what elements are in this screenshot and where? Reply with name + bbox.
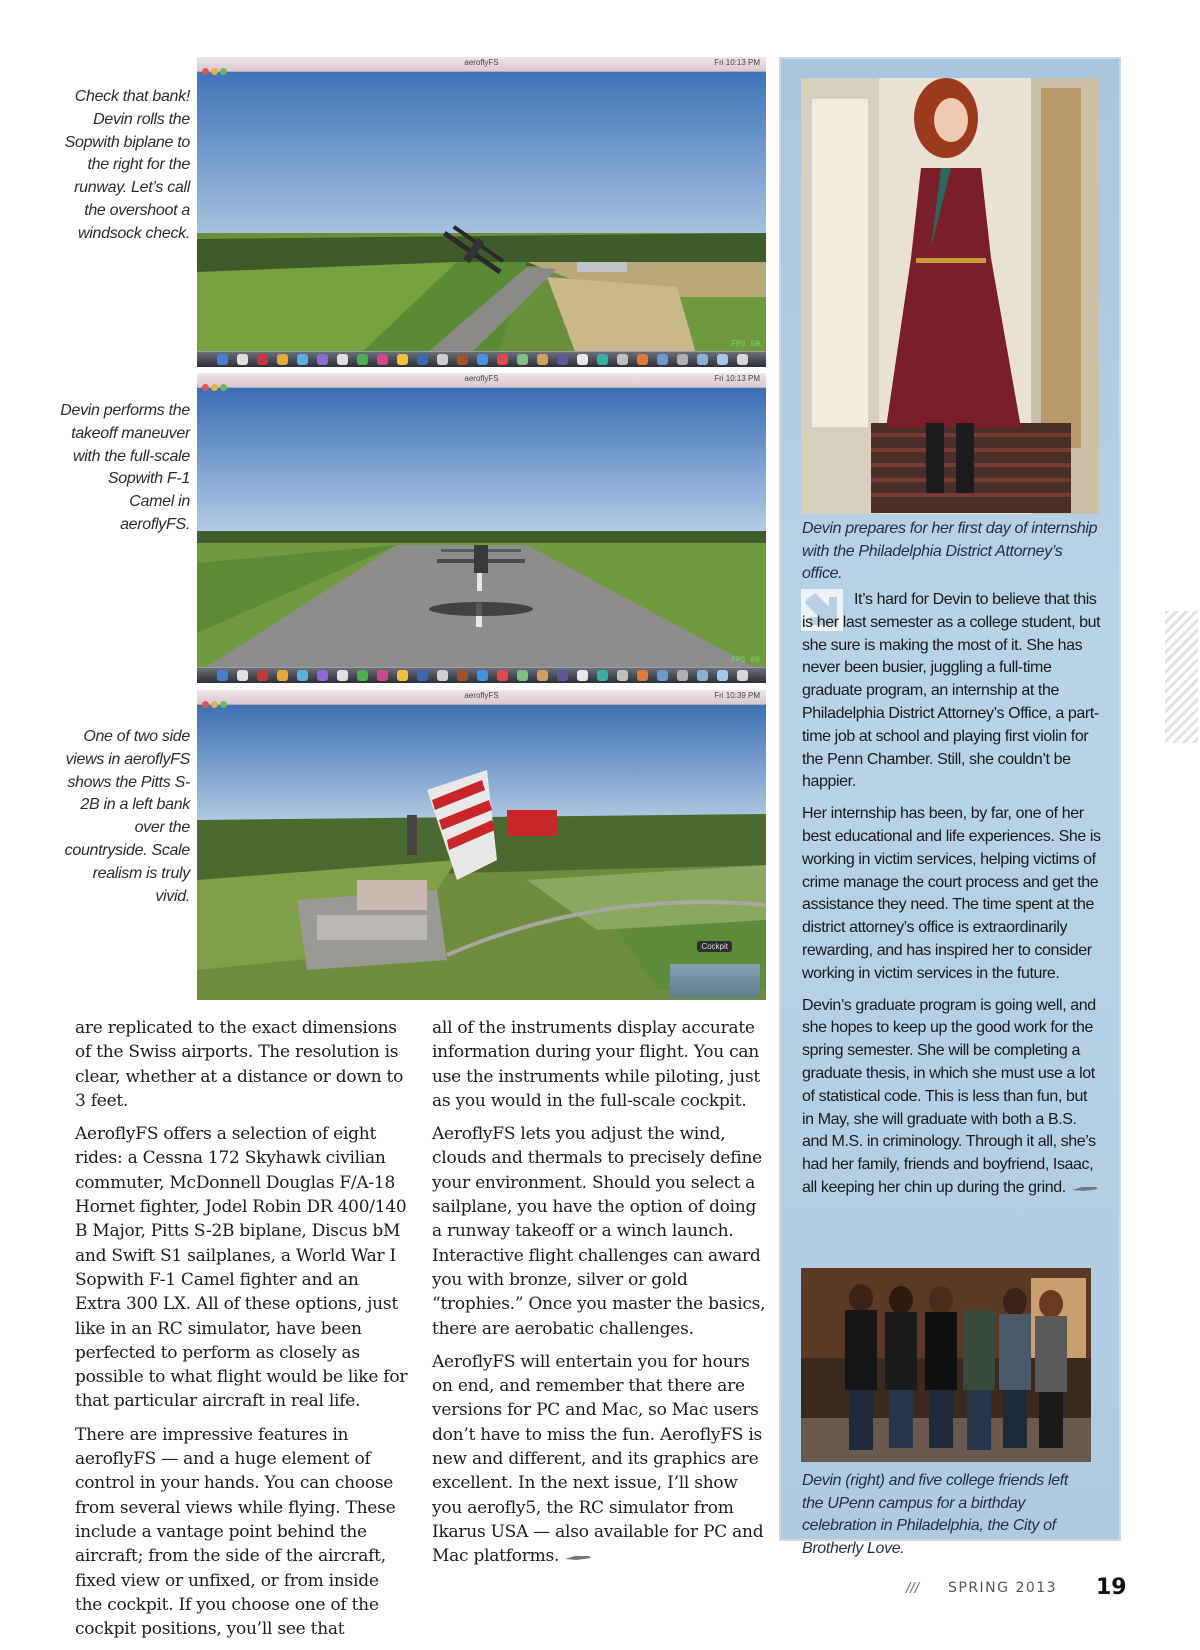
fps-readout: FPS 60: [731, 656, 760, 665]
sidebar-paragraph-3: [802, 995, 1102, 1200]
caption-shot-3: One of two side views in aeroflyFS shows the Pitts S-2B in a left bank over the countryside. Scale realism is truly vivid.: [64, 728, 190, 905]
caption-photo-friends: Devin (right) and five college friends left the UPenn campus for a birthday celebration in Philadelphia, the City of Brotherly Love.: [802, 1472, 1068, 1557]
desktop-folder-icons: [670, 964, 760, 998]
sidebar-article: [802, 589, 1102, 1209]
fps-readout: FPS 59: [731, 340, 760, 349]
body-col1-paragraph-1: are replicated to the exact dimensions of the Swiss airports. The resolution is clear, whether at a distance or down to 3 feet.: [75, 1018, 404, 1111]
page-number: 19: [1096, 1575, 1127, 1600]
photo-friends: [801, 1268, 1091, 1462]
page-edge-tab: [1165, 611, 1198, 743]
menubar-clock: Fri 10:13 PM: [714, 58, 760, 67]
sidebar-paragraph-1: It’s hard for Devin to believe that this is her last semester as a college student, but she sure is making the most of it. She has never been busier, juggling a full-time graduate program, an internship at the Philadelphia District Attorney’s Office, a part-time job at school and playing first violin for the Penn Chamber. Still, she couldn’t be happier.: [802, 591, 1101, 791]
window-title: aeroflyFS: [464, 374, 499, 383]
body-col2-paragraph-2: AeroflyFS lets you adjust the wind, clouds and thermals to precisely define your environment. Should you select a sailplane, you have the option of doing a runway takeoff or a winch launch. Interactive flight challenges can award you with bronze, silver or gold “trophies.” Once you master the basics, there are aerobatic challenges.: [432, 1124, 766, 1339]
mac-menubar: [197, 690, 766, 705]
sidebar-paragraph-3-text: Devin’s graduate program is going well, and she hopes to keep up the good work for the spring semester. She will be completing a graduate thesis, in which she must use a lot of statistical code. This is less than fun, but in May, she will graduate with both a B.S. and M.S. in criminology. Through it all, she’s had her family, friends and boyfriend, Isaac, all keeping her chin up during the grind.: [802, 996, 1096, 1196]
photo-friends-illustration: [801, 1268, 1091, 1462]
page-footer: [900, 1575, 1127, 1601]
body-col2-paragraph-1: all of the instruments display accurate information during your flight. You can use the instruments while piloting, just as you would in the full-scale cockpit.: [432, 1018, 760, 1111]
caption-shot-1: Check that bank! Devin rolls the Sopwith biplane to the right for the runway. Let’s call the overshoot a windsock check.: [64, 88, 190, 242]
scene-runway: [197, 373, 766, 683]
body-col2-paragraph-3: [432, 1350, 767, 1569]
caption-shot-2: Devin performs the takeoff maneuver with the full-scale Sopwith F-1 Camel in aeroflyFS.: [60, 402, 190, 533]
mac-menubar: [197, 373, 766, 388]
screenshot-takeoff: [197, 373, 766, 683]
scene-countryside: [197, 690, 766, 1000]
end-mark-icon: [563, 1552, 593, 1562]
photo-devin-illustration: [801, 78, 1099, 514]
window-title: aeroflyFS: [464, 58, 499, 67]
screenshot-pitts-side-view: [197, 690, 766, 1000]
menubar-clock: Fri 10:39 PM: [714, 691, 760, 700]
caption-photo-devin: Devin prepares for her first day of internship with the Philadelphia District Attorney’s office.: [802, 520, 1098, 583]
mac-menubar: [197, 57, 766, 72]
window-title: aeroflyFS: [464, 691, 499, 700]
body-col2-paragraph-3-text: AeroflyFS will entertain you for hours on end, and remember that there are versions for PC and Mac, so Mac users don’t have to miss the fun. AeroflyFS is new and different, and its graphics are excellent. In the next issue, I’ll show you aerofly5, the RC simulator from Ikarus USA — also available for PC and Mac platforms.: [432, 1351, 764, 1567]
mac-dock: [197, 667, 766, 683]
body-column-2: [432, 1016, 767, 1578]
end-mark-icon: [1070, 1183, 1100, 1193]
cockpit-view-button[interactable]: Cockpit: [697, 941, 732, 952]
scene-fields: [197, 57, 766, 367]
body-col1-paragraph-2: AeroflyFS offers a selection of eight rides: a Cessna 172 Skyhawk civilian commuter, McDonnell Douglas F/A-18 Hornet fighter, Jodel Robin DR 400/140 B Major, Pitts S-2B biplane, Discus bM and Swift S1 sailplanes, a World War I Sopwith F-1 Camel fighter and an Extra 300 LX. All of these options, just like in an RC simulator, have been perfected to perform as closely as possible to what flight would be like for that particular aircraft in real life.: [75, 1124, 408, 1412]
body-column-1: [75, 1016, 408, 1650]
body-col1-paragraph-3: There are impressive features in aeroflyFS — and a huge element of control in your hands. You can choose from several views while flying. These include a vantage point behind the aircraft; from the side of the aircraft, fixed view or unfixed, or from inside the cockpit. If you choose one of the cockpit positions, you’ll see that: [75, 1424, 396, 1640]
footer-slashes: ///: [906, 1581, 920, 1596]
menubar-clock: Fri 10:13 PM: [714, 374, 760, 383]
sidebar-paragraph-2: Her internship has been, by far, one of her best educational and life experiences. She is working in victim services, helping victims of crime manage the court process and get the assistance they need. The time spent at the district attorney’s office is extraordinarily rewarding, and has inspired her to consider working in victim services in the future.: [802, 805, 1101, 982]
footer-issue: SPRING 2013: [948, 1580, 1058, 1596]
screenshot-biplane-bank: [197, 57, 766, 367]
photo-devin-hallway: [801, 78, 1099, 514]
mac-dock: [197, 351, 766, 367]
